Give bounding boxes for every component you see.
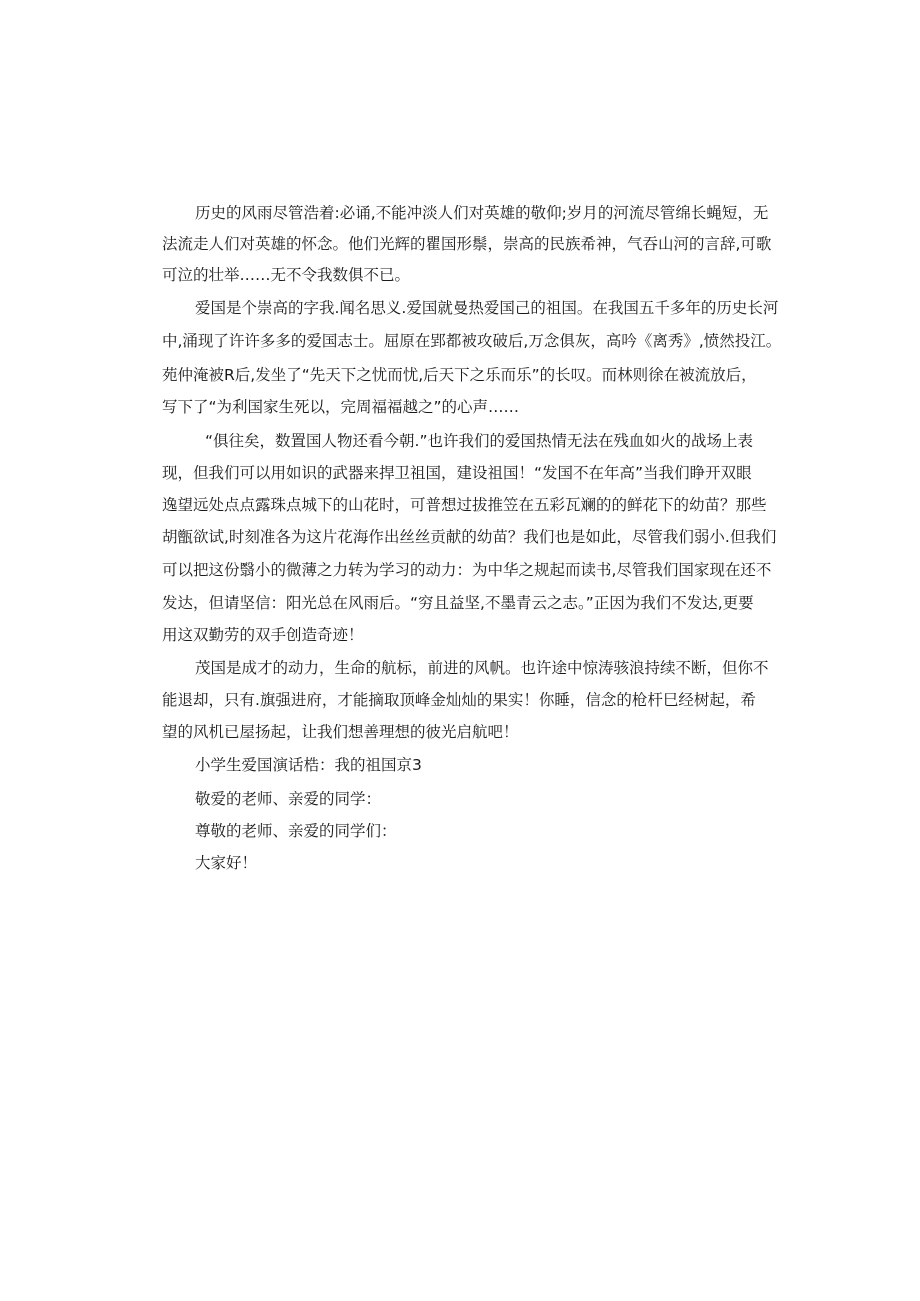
- paragraph-3-line-2: 现，但我们可以用如识的武器来捍卫祖国，建设祖国！“发国不在年高”当我们睁开双眼: [162, 464, 752, 482]
- paragraph-3-line-6: 发达，但请坚信：阳光总在风雨后。“穷且益坚,不墨青云之志。”正因为我们不发达,更要: [162, 594, 754, 612]
- paragraph-4-line-2: 能退却，只有.旗强进府，才能摘取顶峰金灿灿的果实！你睡，信念的枪杆巳经树起，希: [162, 691, 756, 709]
- paragraph-1-line-3: 可泣的壮举……无不令我数俱不已。: [162, 266, 411, 284]
- paragraph-3-line-7: 用这双勤劳的双手创造奇迹！: [162, 626, 364, 644]
- paragraph-3-line-3: 逸望远处点点露珠点城下的山花时，可普想过拔推笠在五彩瓦斓的的鲜花下的幼苗？那些: [162, 496, 767, 514]
- greeting-line-2: 尊敬的老师、亲爱的同学们：: [195, 822, 397, 840]
- paragraph-2-line-2: 中,涌现了许许多多的爱国志士。屈原在郢都被攻破后,万念俱灰，高吟《离秀》,愤然投江。: [162, 332, 782, 350]
- paragraph-2-line-4: 写下了“为利国家生死以，完周福福越之”的心声……: [162, 398, 520, 416]
- paragraph-3-line-1: “俱往矣，数置国人物还看今朝.”也许我们的爱国热情无法在残血如火的战场上表: [205, 432, 753, 450]
- paragraph-2-line-3: 苑仲淹被R后,发坐了“先天下之忧而忧,后天下之乐而乐”的长叹。而林则徐在被流放后，: [162, 366, 757, 384]
- paragraph-3-line-5: 可以把这份翳小的微薄之力转为学习的动力：为中华之规起而读书,尽管我们国家现在还不: [162, 561, 772, 579]
- paragraph-4-line-1: 茂国是成才的动力，生命的航标，前进的风帆。也许途中惊涛骇浪持续不断，但你不: [195, 659, 769, 677]
- greeting-line-1: 敬爱的老师、亲爱的同学：: [195, 790, 382, 808]
- greeting-line-3: 大家好！: [195, 854, 258, 872]
- paragraph-1-line-1: 历史的风雨尽管浩着:必诵,不能冲淡人们对英雄的敬仰;岁月的河流尽管绵长蝇短，无: [195, 204, 769, 222]
- paragraph-3-line-4: 胡甑欲试,时刻准各为这片花海作出丝丝贡献的幼苗？我们也是如此，尽管我们弱小.但我们: [162, 528, 777, 546]
- paragraph-1-line-2: 法流走人们对英雄的怀念。他们光辉的瞿国形鬃，崇高的民族希神，气吞山河的言辞,可歌: [162, 235, 772, 253]
- paragraph-2-line-1: 爱国是个崇高的字我.闻名思义.爱国就曼热爱国己的祖国。在我国五千多年的历史长河: [195, 299, 779, 317]
- paragraph-4-line-3: 望的风机已屋扬起，让我们想善理想的彼光启航吧！: [162, 723, 519, 741]
- speech-title: 小学生爱国演话梏：我的祖国京3: [195, 756, 422, 774]
